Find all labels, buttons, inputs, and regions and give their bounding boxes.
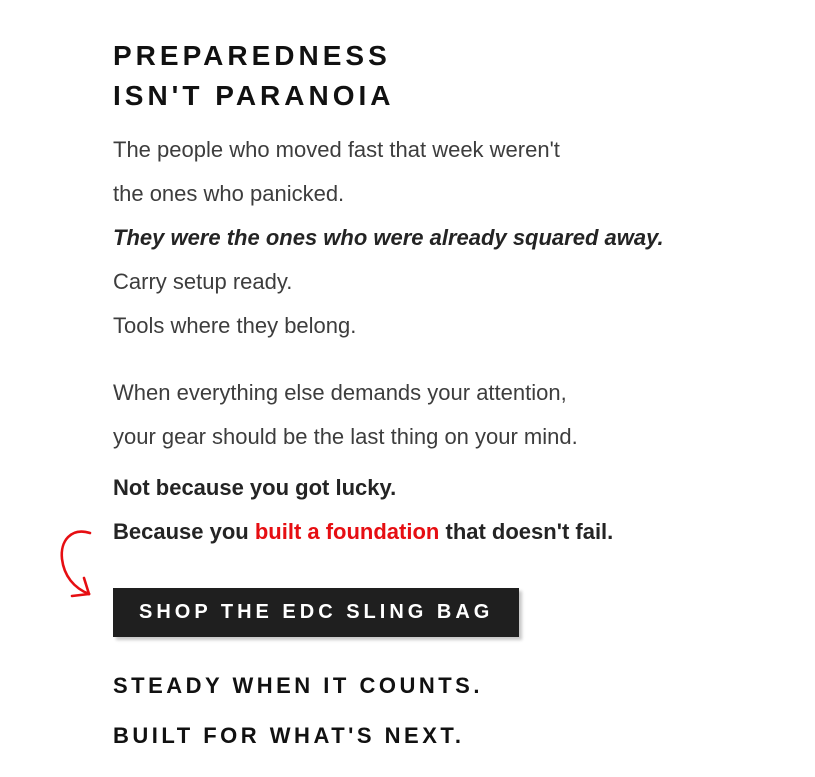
- section-heading: [113, 36, 775, 116]
- emphasis-italic-line: They were the ones who were already squared away.: [113, 225, 664, 250]
- paragraph-attention-line-1: When everything else demands your attention,: [113, 380, 567, 405]
- paragraph-setup-line-2: Tools where they belong.: [113, 313, 357, 338]
- bold-line-foundation-prefix: Because you: [113, 519, 255, 544]
- heading-line-1: PREPAREDNESS: [113, 40, 391, 71]
- body-copy: [113, 128, 775, 554]
- cta-row: [113, 588, 775, 637]
- paragraph-intro-line-1: The people who moved fast that week weren't: [113, 137, 560, 162]
- bold-line-foundation: [113, 510, 775, 554]
- hand-drawn-arrow-icon: [53, 522, 103, 602]
- paragraph-intro-line-2: the ones who panicked.: [113, 181, 345, 206]
- heading-line-2: ISN'T PARANOIA: [113, 80, 395, 111]
- red-highlight-text: built a foundation: [254, 519, 440, 544]
- footer-tagline: [113, 661, 775, 761]
- paragraph-setup-line-1: Carry setup ready.: [113, 269, 293, 294]
- bold-line-lucky: Not because you got lucky.: [113, 475, 397, 500]
- footer-line-built: BUILT FOR WHAT'S NEXT.: [113, 723, 465, 748]
- footer-line-steady: STEADY WHEN IT COUNTS.: [113, 673, 483, 698]
- shop-edc-sling-bag-button[interactable]: SHOP THE EDC SLING BAG: [113, 588, 519, 637]
- bold-line-foundation-suffix: that doesn't fail.: [439, 519, 614, 544]
- paragraph-attention-line-2: your gear should be the last thing on your mind.: [113, 424, 578, 449]
